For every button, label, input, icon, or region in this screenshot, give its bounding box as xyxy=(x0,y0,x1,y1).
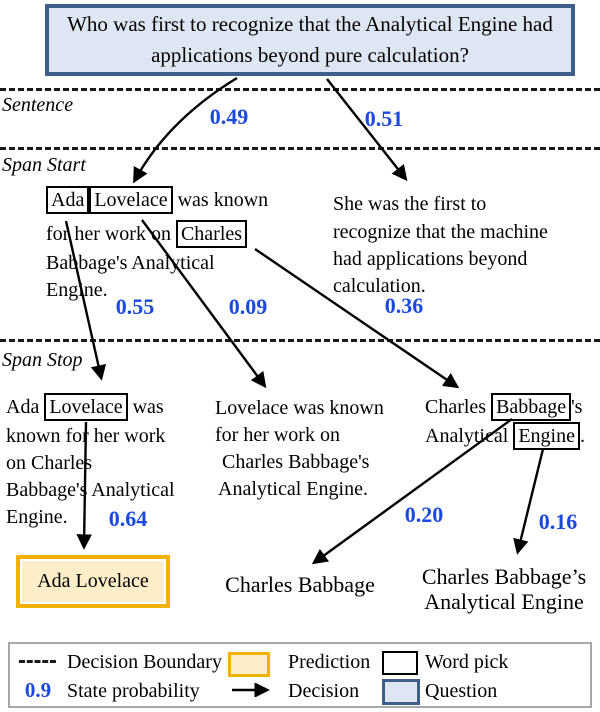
stage-label-sentence: Sentence xyxy=(2,94,74,116)
legend-decision-arrow-swatch xyxy=(230,683,276,697)
decision-boundary-span-stop xyxy=(0,339,600,342)
span-stop-middle-line4: Analytical Engine. xyxy=(218,478,368,500)
question-text: Who was first to recognize that the Analytical Engine had applications beyond pure calculation? xyxy=(67,12,553,67)
prob-sentence-right: 0.51 xyxy=(364,106,404,131)
arrow-question-to-left-sentence xyxy=(135,78,237,180)
legend-prediction-swatch xyxy=(228,652,270,677)
span-stop-left-line5: Engine. xyxy=(6,506,68,528)
prob-stop-babbage: 0.20 xyxy=(404,502,444,527)
legend-probability-value: 0.9 xyxy=(24,678,52,702)
candidate-analytical-engine-line2: Analytical Engine xyxy=(424,589,584,614)
prob-start-lovelace: 0.09 xyxy=(228,294,268,319)
legend-question-swatch xyxy=(382,679,420,705)
prediction-box xyxy=(16,555,170,608)
decision-boundary-span-start xyxy=(0,147,600,150)
span-start-right-line3: had applications beyond xyxy=(333,248,528,270)
candidate-analytical-engine-line1: Charles Babbage’s xyxy=(421,564,587,589)
prob-stop-engine: 0.16 xyxy=(538,509,578,534)
word-pick-lovelace-stop: Lovelace xyxy=(44,393,127,421)
prob-start-ada: 0.55 xyxy=(115,294,155,319)
word-pick-babbage: Babbage xyxy=(491,393,571,421)
span-start-right-line2: recognize that the machine xyxy=(333,221,548,243)
span-stop-right-line1 xyxy=(425,394,582,421)
legend-state-probability-label: State probability xyxy=(67,680,200,702)
prob-sentence-left: 0.49 xyxy=(209,104,249,129)
prediction-text: Ada Lovelace xyxy=(37,570,149,592)
legend-dashed-line-swatch xyxy=(19,660,56,663)
span-stop-right-line2-pre: Analytical xyxy=(425,425,514,447)
legend-word-pick-label: Word pick xyxy=(425,651,509,673)
span-stop-middle-line3: Charles Babbage's xyxy=(222,451,370,473)
stage-label-span-start: Span Start xyxy=(2,154,86,176)
stage-label-span-stop: Span Stop xyxy=(2,349,83,371)
span-stop-right-line2-rest: . xyxy=(579,425,585,447)
span-start-left-line2 xyxy=(46,221,247,248)
question-box xyxy=(45,4,575,76)
word-pick-charles: Charles xyxy=(176,220,247,248)
word-pick-ada: Ada xyxy=(46,186,89,214)
span-stop-left-line1 xyxy=(6,394,164,421)
span-stop-middle-line1: Lovelace was known xyxy=(215,397,384,419)
span-start-left-line3: Babbage's Analytical xyxy=(46,252,215,274)
prob-stop-lovelace: 0.64 xyxy=(108,506,148,531)
legend-question-label: Question xyxy=(425,680,498,702)
legend-word-pick-swatch xyxy=(382,651,418,675)
span-start-right-line4: calculation. xyxy=(333,275,426,297)
word-pick-engine: Engine xyxy=(513,422,580,450)
legend-decision-label: Decision xyxy=(288,680,360,702)
span-stop-right-line2 xyxy=(425,423,585,450)
candidate-analytical-engine xyxy=(408,564,600,614)
span-stop-left-line4: Babbage's Analytical xyxy=(6,479,175,501)
candidate-charles-babbage: Charles Babbage xyxy=(225,572,375,597)
arrow-engine-to-answer xyxy=(518,449,543,551)
span-stop-left-line2: known for her work xyxy=(6,425,166,447)
prob-start-charles: 0.36 xyxy=(384,293,424,318)
span-stop-left-line1-rest: was xyxy=(127,396,164,418)
word-pick-lovelace: Lovelace xyxy=(89,186,172,214)
decision-boundary-sentence xyxy=(0,88,600,91)
span-start-left-line1-rest: was known xyxy=(172,189,269,211)
span-start-left-line2-pre: for her work on xyxy=(46,223,176,245)
span-start-right-line1: She was the first to xyxy=(333,193,487,215)
span-start-left-line4: Engine. xyxy=(46,279,108,301)
legend-decision-boundary-label: Decision Boundary xyxy=(67,651,222,673)
span-stop-left-line3: on Charles xyxy=(6,452,93,474)
span-stop-right-line1-rest: 's xyxy=(571,396,583,418)
span-start-left-line1 xyxy=(46,187,268,214)
span-stop-right-line1-pre: Charles xyxy=(425,396,492,418)
legend-prediction-label: Prediction xyxy=(288,651,371,673)
span-stop-left-line1-pre: Ada xyxy=(6,396,45,418)
span-stop-middle-line2: for her work on xyxy=(215,424,340,446)
